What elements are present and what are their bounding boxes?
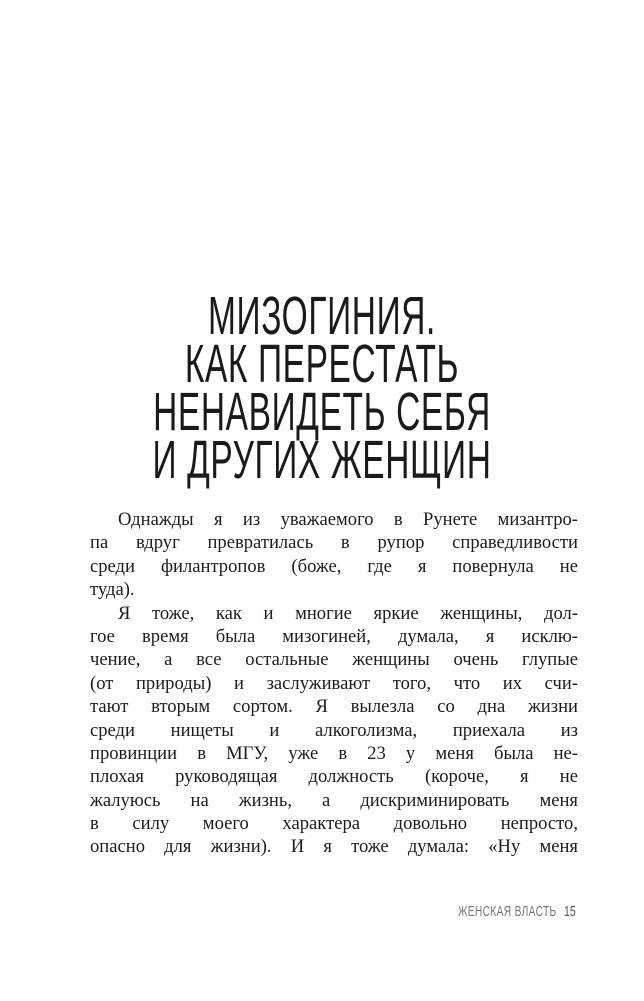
text-line: Однажды я из уважаемого в Рунете мизантро- [118,509,578,530]
body-text [90,508,578,859]
chapter-title-line: И ДРУГИХ ЖЕНЩИН [152,430,492,490]
running-title: ЖЕНСКАЯ ВЛАСТЬ [458,903,557,920]
text-line: чение, а все остальные женщины очень глупые [90,649,578,671]
text-line: жалуюсь на жизнь, а дискриминировать меня [90,789,578,811]
text-line: па вдруг превратилась в рупор справедливости [90,532,578,554]
chapter-title-line: НЕНАВИДЕТЬ СЕБЯ [153,382,491,442]
text-line: плохая руководящая должность (короче, я не [90,766,578,788]
text-line: в силу моего характера довольно непросто, [90,813,578,835]
text-line: тают вторым сортом. Я вылезла со дна жизни [90,696,578,718]
chapter-title-line: КАК ПЕРЕСТАТЬ [184,334,460,394]
text-line: провинции в МГУ, уже в 23 у меня была не- [90,742,578,764]
text-line: гое время была мизогиней, думала, я исклю- [90,625,578,647]
text-line: опасно для жизни). И я тоже думала: «Ну меня [90,836,578,858]
text-line: среди филантропов (боже, где я повернула не [90,555,578,577]
page-number: 15 [564,903,576,920]
text-line: туда). [90,579,135,601]
text-line: Я тоже, как и многие яркие женщины, дол- [118,602,578,624]
text-line: (от природы) и заслуживают того, что их счи- [90,672,578,694]
chapter-title-line: МИЗОГИНИЯ. [208,286,436,346]
chapter-title [0,286,644,490]
text-line: среди нищеты и алкоголизма, приехала из [90,719,578,741]
